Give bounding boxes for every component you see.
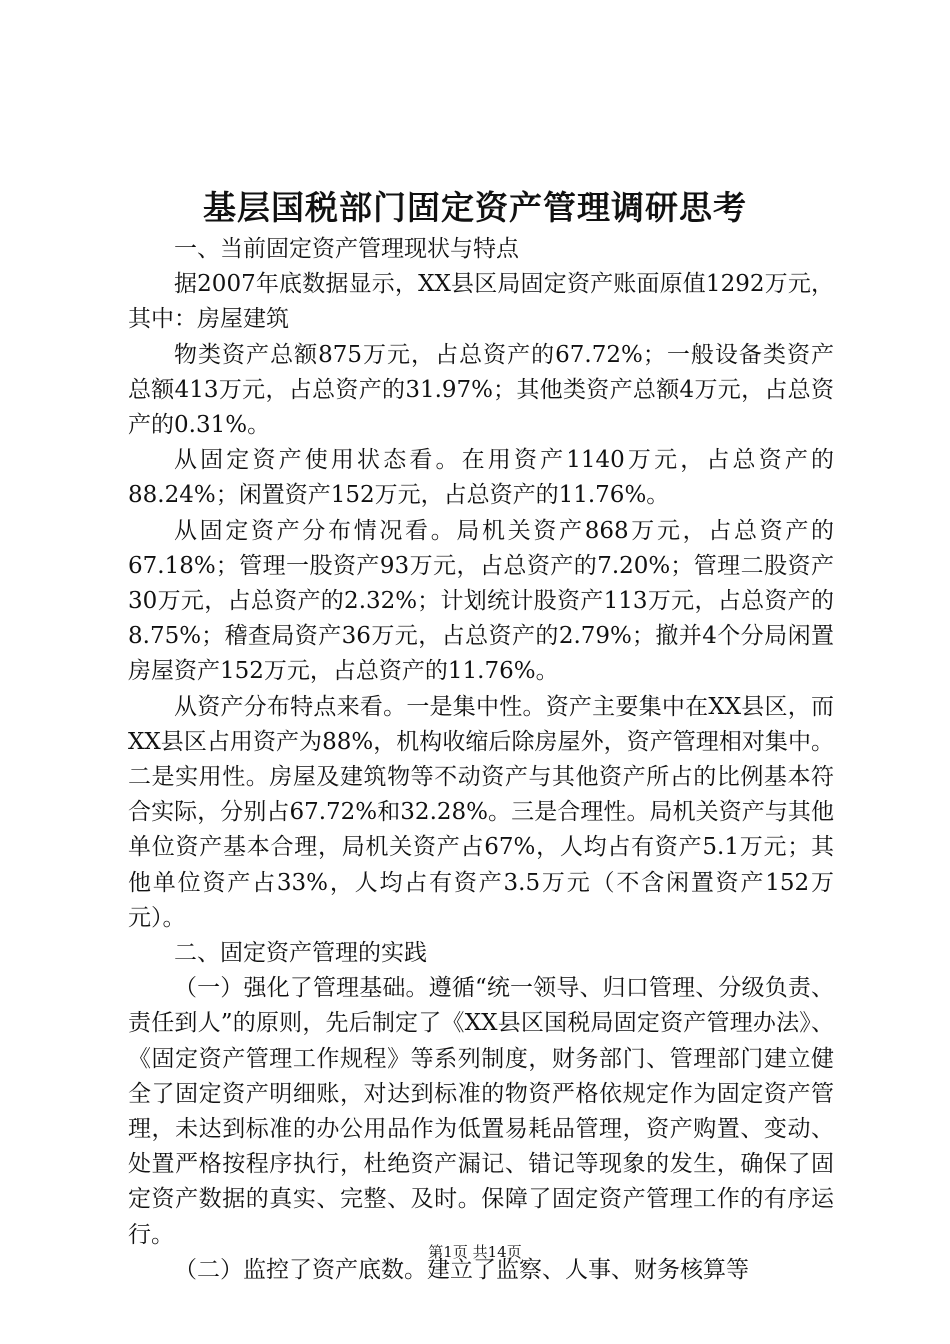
- paragraph: 从资产分布特点来看。一是集中性。资产主要集中在XX县区，而XX县区占用资产为88%，机构收缩后除房屋外，资产管理相对集中。二是实用性。房屋及建筑物等不动资产与其他资产所占的比例基本符合实际，分别占67.72%和32.28%。三是合理性。局机关资产与其他单位资产基本合理，局机关资产占67%，人均占有资产5.1万元；其他单位资产占33%，人均占有资产3.5万元（不含闲置资产152万元）。: [128, 693, 834, 931]
- section-heading: 一、当前固定资产管理现状与特点: [174, 236, 519, 262]
- paragraph: 从固定资产分布情况看。局机关资产868万元，占总资产的67.18%；管理一股资产93万元，占总资产的7.20%；管理二股资产30万元，占总资产的2.32%；计划统计股资产113万元，占总资产的8.75%；稽查局资产36万元，占总资产的2.79%；撤并4个分局闲置房屋资产152万元，占总资产的11.76%。: [128, 517, 834, 685]
- paragraph: 据2007年底数据显示，XX县区局固定资产账面原值1292万元，其中：房屋建筑: [128, 271, 834, 333]
- paragraph: （二）监控了资产底数。建立了监察、人事、财务核算等: [174, 1256, 749, 1283]
- section-heading: 二、固定资产管理的实践: [174, 940, 427, 967]
- page-number-footer: 第1页 共14页: [428, 1243, 522, 1261]
- page-title: 基层国税部门固定资产管理调研思考: [203, 188, 747, 227]
- paragraph: 从固定资产使用状态看。在用资产1140万元，占总资产的88.24%；闲置资产152万元，占总资产的11.76%。: [128, 447, 834, 509]
- paragraph: 物类资产总额875万元，占总资产的67.72%；一般设备类资产总额413万元，占总资产的31.97%；其他类资产总额4万元，占总资产的0.31%。: [128, 341, 834, 439]
- paragraph: （一）强化了管理基础。遵循“统一领导、归口管理、分级负责、责任到人”的原则，先后制定了《XX县区国税局固定资产管理办法》、《固定资产管理工作规程》等系列制度，财务部门、管理部门建立健全了固定资产明细账，对达到标准的物资严格依规定作为固定资产管理，未达到标准的办公用品作为低置易耗品管理，资产购置、变动、处置严格按程序执行，杜绝资产漏记、错记等现象的发生，确保了固定资产数据的真实、完整、及时。保障了固定资产管理工作的有序运行。: [128, 975, 834, 1248]
- document-body: [128, 232, 834, 1288]
